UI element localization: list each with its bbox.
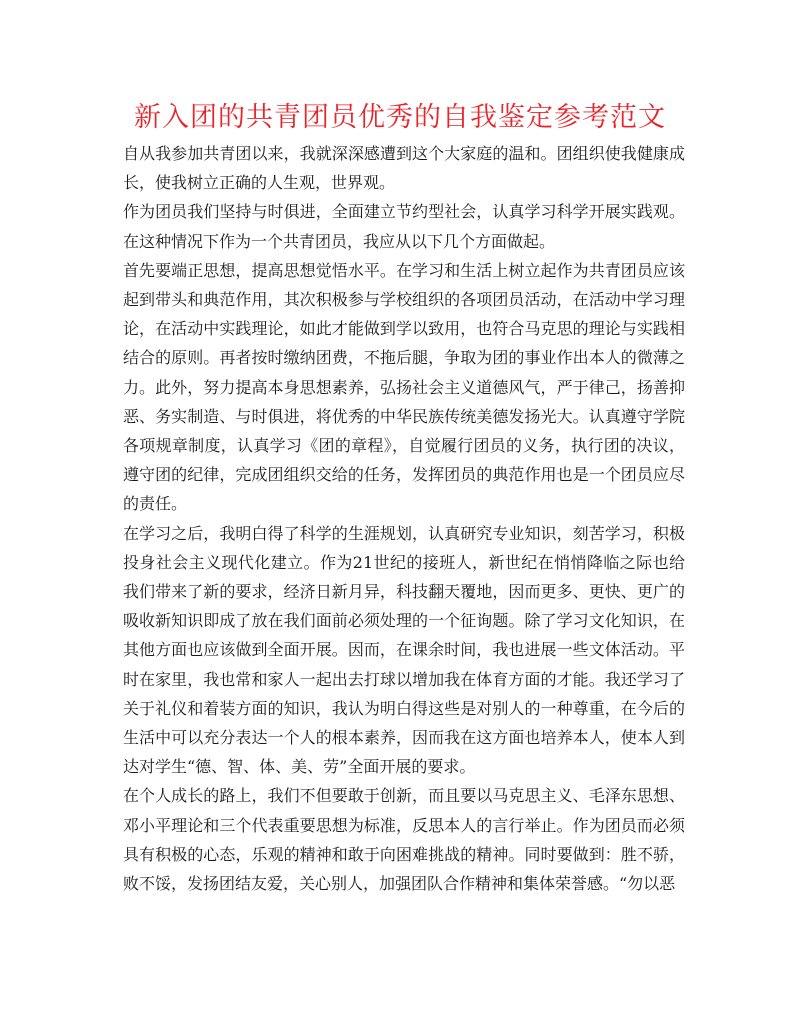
paragraph-study: 在学习之后，我明白得了科学的生涯规划，认真研究专业知识，刻苦学习，积极投身社会主义现代化建立。作为21世纪的接班人，新世纪在悄悄降临之际也给我们带来了新的要求，经济日新月异，科技翻天覆地，因而更多、更快、更广的吸收新知识即成了放在我们面前必须处理的一个征询题。除了学习文化知识，在其他方面也应该做到全面开展。因而，在课余时间，我也进展一些文体活动。平时在家里，我也常和家人一起出去打球以增加我在体育方面的才能。我还学习了关于礼仪和着装方面的知识，我认为明白得这些是对别人的一种尊重，在今后的生活中可以充分表达一个人的根本素养，因而我在这方面也培养本人，使本人到达对学生“德、智、体、美、劳”全面开展的要求。 [123, 523, 685, 777]
paragraph-intro: 自从我参加共青团以来，我就深深感遭到这个大家庭的温和。团组织使我健康成长，使我树立正确的人生观，世界观。 [123, 144, 685, 193]
paragraph-practice: 作为团员我们坚持与时俱进，全面建立节约型社会，认真学习科学开展实践观。在这种情况下作为一个共青团员，我应从以下几个方面做起。 [123, 202, 685, 251]
document-title: 新入团的共青团员优秀的自我鉴定参考范文 [134, 102, 666, 133]
document-body [123, 139, 685, 898]
paragraph-growth: 在个人成长的路上，我们不但要敢于创新，而且要以马克思主义、毛泽东思想、邓小平理论和三个代表重要思想为标准，反思本人的言行举止。作为团员而必须具有积极的心态，乐观的精神和敢于向困难挑战的精神。同时要做到：胜不骄，败不馁，发扬团结友爱，关心别人，加强团队合作精神和集体荣誉感。“勿以恶 [123, 786, 685, 894]
paragraph-thought: 首先要端正思想，提高思想觉悟水平。在学习和生活上树立起作为共青团员应该起到带头和典范作用，其次积极参与学校组织的各项团员活动，在活动中学习理论，在活动中实践理论，如此才能做到学以致用，也符合马克思的理论与实践相结合的原则。再者按时缴纳团费，不拖后腿，争取为团的事业作出本人的微薄之力。此外，努力提高本身思想素养，弘扬社会主义道德风气，严于律己，扬善抑恶、务实制造、与时俱进，将优秀的中华民族传统美德发扬光大。认真遵守学院各项规章制度，认真学习《团的章程》，自觉履行团员的义务，执行团的决议，遵守团的纪律，完成团组织交给的任务，发挥团员的典范作用也是一个团员应尽的责任。 [123, 260, 685, 514]
